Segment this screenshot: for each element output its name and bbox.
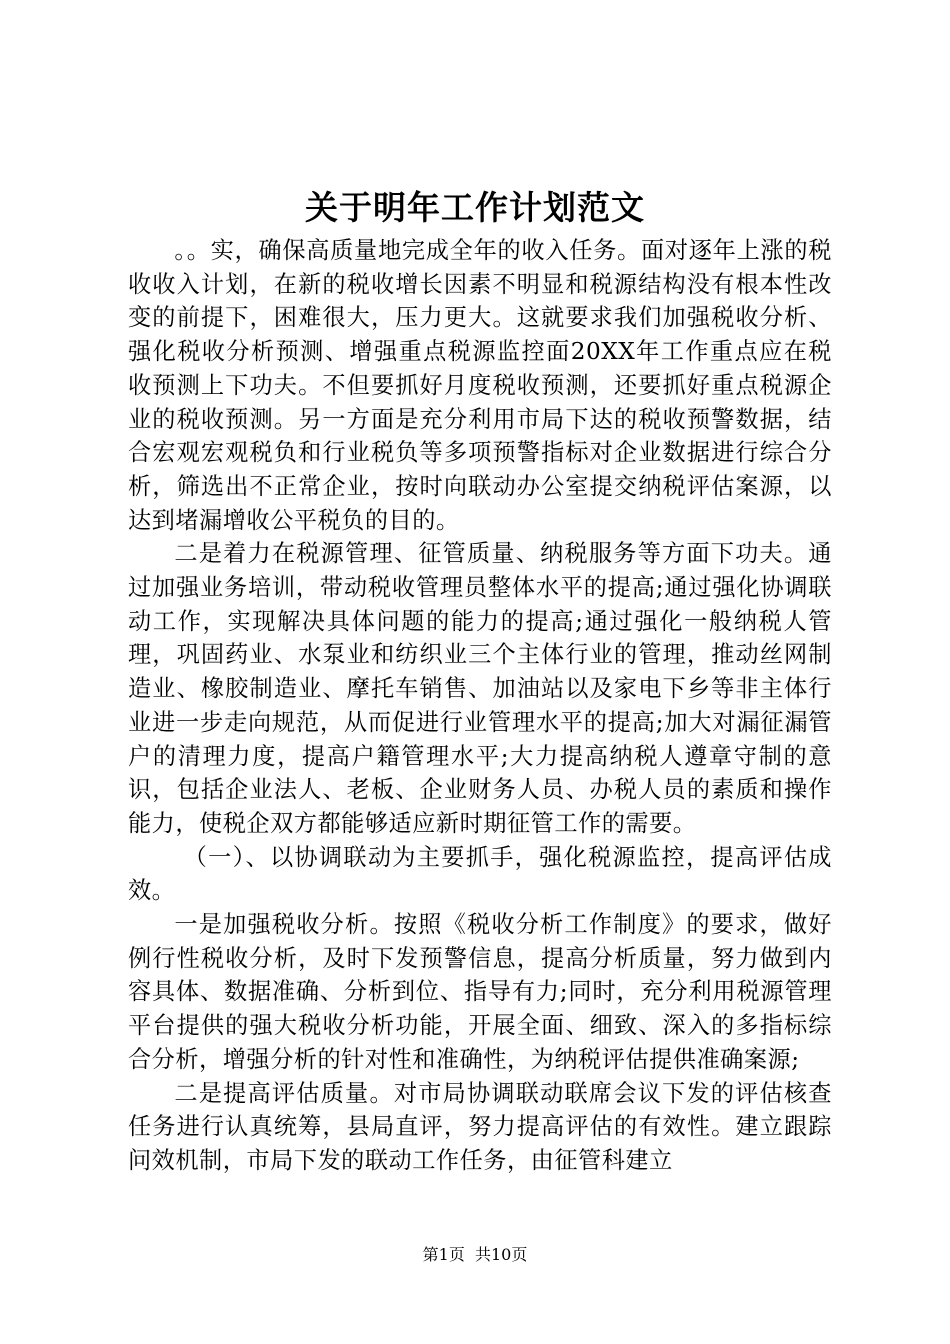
paragraph-1: 。。实，确保高质量地完成全年的收入任务。面对逐年上涨的税收收入计划，在新的税收增长因素不明显和税源结构没有根本性改变的前提下，困难很大，压力更大。这就要求我们加强税收分析、强化税收分析预测、增强重点税源监控面20XX年工作重点应在税收预测上下功夫。不但要抓好月度税收预测，还要抓好重点税源企业的税收预测。另一方面是充分利用市局下达的税收预警数据，结合宏观宏观税负和行业税负等多项预警指标对企业数据进行综合分析，筛选出不正常企业，按时向联动办公室提交纳税评估案源，以达到堵漏增收公平税负的目的。 xyxy=(128,237,832,534)
document-title: 关于明年工作计划范文 xyxy=(305,188,645,227)
section-heading: （一）、以协调联动为主要抓手，强化税源监控，提高评估成效。 xyxy=(128,843,832,905)
paragraph-4: 二是提高评估质量。对市局协调联动联席会议下发的评估核查任务进行认真统筹，县局直评，努力提高评估的有效性。建立跟踪问效机制，市局下发的联动工作任务，由征管科建立 xyxy=(128,1079,832,1174)
paragraph-3: 一是加强税收分析。按照《税收分析工作制度》的要求，做好例行性税收分析，及时下发预警信息，提高分析质量，努力做到内容具体、数据准确、分析到位、指导有力;同时，充分利用税源管理平台提供的强大税收分析功能，开展全面、细致、深入的多指标综合分析，增强分析的针对性和准确性，为纳税评估提供准确案源; xyxy=(128,911,832,1073)
document-body xyxy=(128,234,832,1178)
page-footer: 第1页 共10页 xyxy=(422,1245,528,1264)
paragraph-2: 二是着力在税源管理、征管质量、纳税服务等方面下功夫。通过加强业务培训，带动税收管理员整体水平的提高;通过强化协调联动工作，实现解决具体问题的能力的提高;通过强化一般纳税人管理，巩固药业、水泵业和纺织业三个主体行业的管理，推动丝网制造业、橡胶制造业、摩托车销售、加油站以及家电下乡等非主体行业进一步走向规范，从而促进行业管理水平的提高;加大对漏征漏管户的清理力度，提高户籍管理水平;大力提高纳税人遵章守制的意识，包括企业法人、老板、企业财务人员、办税人员的素质和操作能力，使税企双方都能够适应新时期征管工作的需要。 xyxy=(128,540,832,837)
